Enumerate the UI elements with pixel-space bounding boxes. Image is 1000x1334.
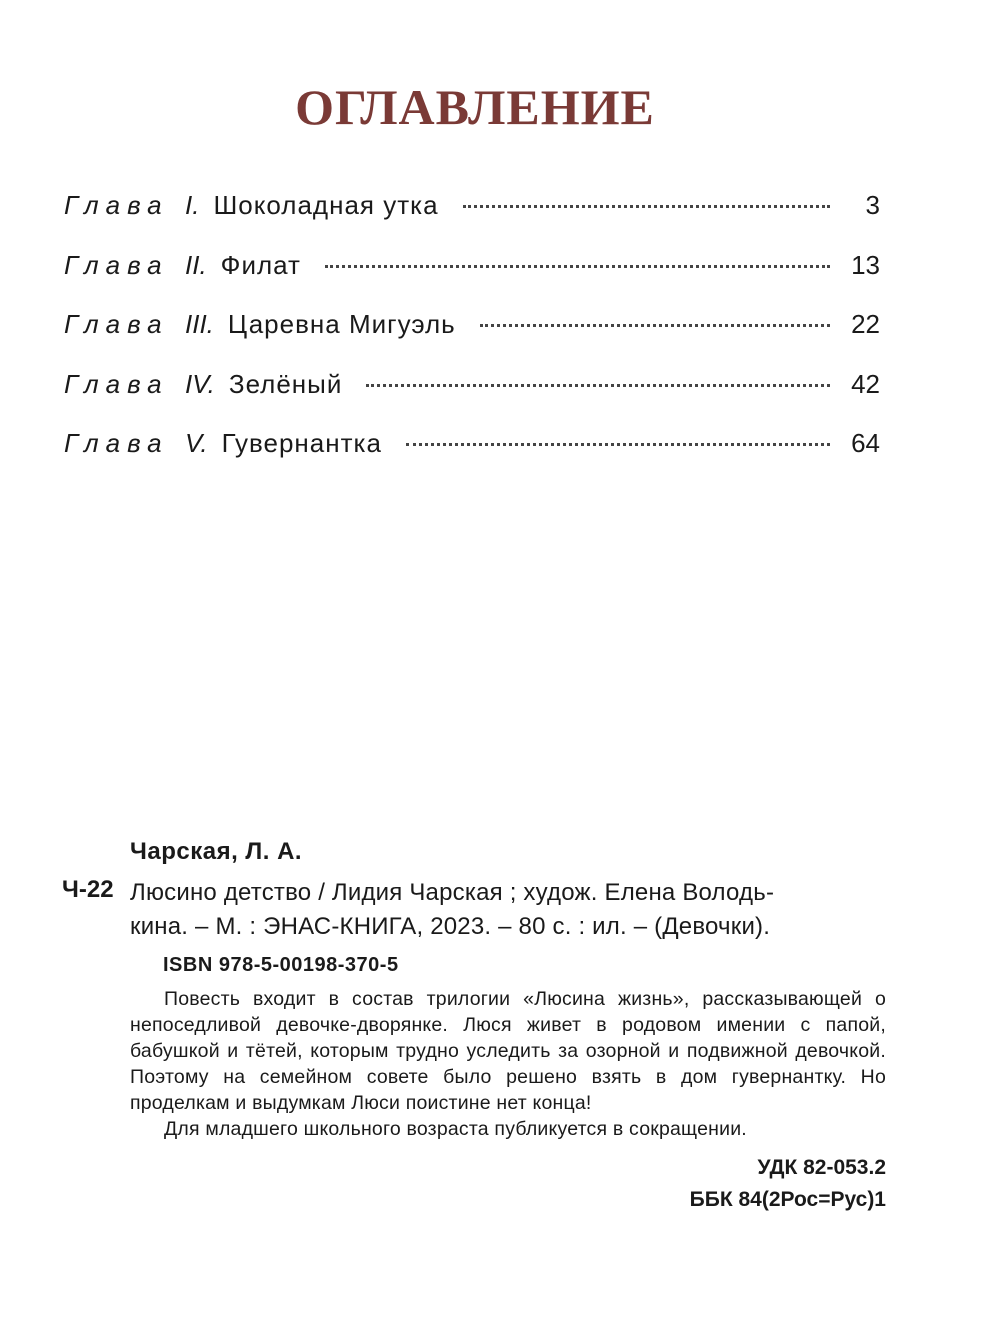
toc-entry[interactable] — [64, 309, 880, 369]
chapter-number: V. — [185, 428, 208, 458]
dot-leader — [325, 265, 830, 268]
chapter-number: I. — [185, 190, 200, 220]
dot-leader — [406, 443, 830, 446]
toc-title: ОГЛАВЛЕНИЕ — [295, 79, 655, 135]
dot-leader — [463, 205, 830, 208]
chapter-page: 22 — [851, 309, 880, 339]
chapter-word: Глава — [64, 190, 169, 220]
annotation-paragraph: Для младшего школьного возраста публикуется в сокращении. — [164, 1118, 747, 1140]
isbn: ISBN 978-5-00198-370-5 — [163, 954, 399, 976]
classification-codes — [690, 1152, 886, 1216]
toc-entry[interactable] — [64, 369, 880, 429]
record-line: Люсино детство / Лидия Чарская ; худож. Елена Володь- — [130, 879, 775, 906]
toc-entry[interactable] — [64, 190, 880, 250]
author-cipher: Ч-22 — [62, 876, 114, 903]
chapter-number: IV. — [185, 368, 215, 399]
chapter-page: 64 — [851, 428, 880, 458]
chapter-word: Глава — [64, 428, 169, 458]
chapter-name: Зелёный — [228, 368, 343, 399]
toc-entry[interactable] — [64, 250, 880, 310]
annotation — [130, 986, 886, 1142]
chapter-page: 13 — [851, 249, 880, 280]
author-heading: Чарская, Л. А. — [130, 838, 303, 865]
chapter-word: Глава — [64, 309, 169, 339]
chapter-word: Глава — [64, 249, 169, 280]
dot-leader — [366, 384, 830, 387]
chapter-name: Шоколадная утка — [213, 190, 439, 220]
udk-code: УДК 82-053.2 — [757, 1156, 886, 1179]
record-line: кина. – М. : ЭНАС-КНИГА, 2023. – 80 с. : ил. – (Девочки). — [130, 913, 771, 940]
chapter-name: Царевна Мигуэль — [227, 309, 456, 339]
chapter-name: Филат — [220, 249, 301, 280]
chapter-page: 3 — [865, 190, 880, 220]
chapter-number: II. — [185, 249, 207, 280]
bbk-code: ББК 84(2Рос=Рус)1 — [689, 1188, 886, 1211]
chapter-number: III. — [185, 309, 214, 339]
bibliographic-record — [130, 876, 888, 944]
chapter-name: Гувернантка — [221, 428, 382, 458]
chapter-word: Глава — [64, 368, 169, 399]
toc-entry[interactable] — [64, 428, 880, 488]
dot-leader — [480, 324, 830, 327]
annotation-paragraph: Повесть входит в состав трилогии «Люсина жизнь», рассказывающей о непоседливой девочке-дворянке. Люся живет в родовом имении с папой, бабушкой и тётей, которым трудно уследить за озорной и подвижной девочкой. Поэтому на семейном совете было решено взять в дом гувернантку. Но проделкам и выдумкам Люси поистине нет конца! — [130, 988, 886, 1114]
chapter-page: 42 — [851, 368, 880, 399]
toc-list — [64, 190, 880, 488]
